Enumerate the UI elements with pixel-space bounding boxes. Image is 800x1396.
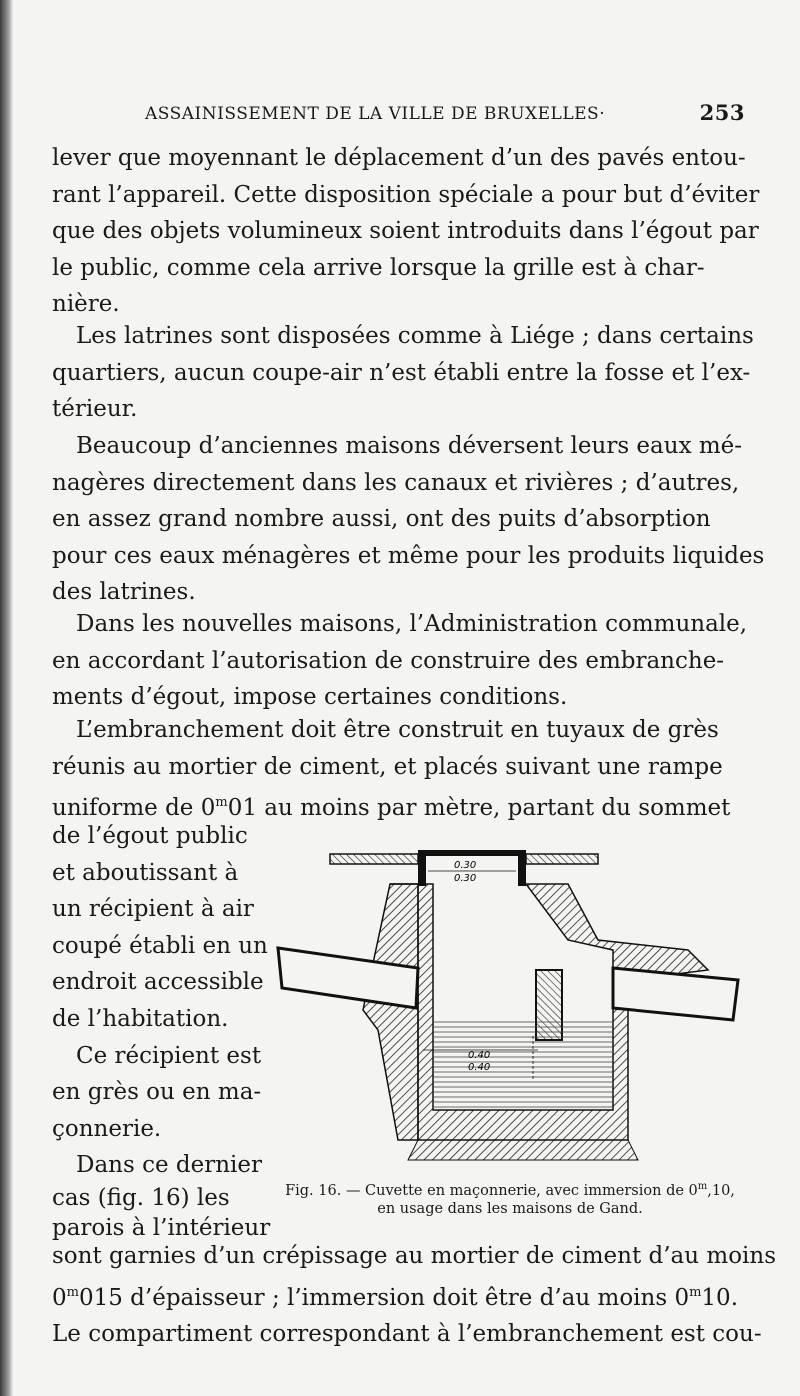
- text-fragment: 0: [52, 1284, 67, 1311]
- text-fragment: 01 au moins par mètre, partant du sommet: [227, 795, 731, 822]
- text-line: Le compartiment correspondant à l’embranchement est cou-: [52, 1321, 762, 1348]
- dimension-label: 0.40: [468, 1050, 491, 1061]
- superscript: m: [689, 1284, 702, 1300]
- text-line: nière.: [52, 291, 120, 318]
- dimension-label: 0.30: [454, 860, 477, 871]
- text-line: çonnerie.: [52, 1115, 162, 1142]
- text-line: de l’égout public: [52, 823, 248, 849]
- text-line: Beaucoup d’anciennes maisons déversent leurs eaux mé-: [76, 433, 743, 459]
- superscript: m: [66, 1284, 79, 1300]
- text-line: des latrines.: [52, 579, 196, 606]
- text-line: de l’habitation.: [52, 1005, 229, 1032]
- dimension-label: 0.30: [454, 873, 477, 884]
- caption-line: [265, 1178, 755, 1200]
- cesspit-diagram: [268, 840, 748, 1170]
- text-line: Dans ce dernier: [76, 1152, 262, 1179]
- text-line: endroit accessible: [52, 969, 264, 996]
- paragraph-6: [52, 1238, 777, 1353]
- paving-slab-left: [330, 854, 418, 864]
- figure-16: [268, 840, 748, 1170]
- text-line: coupé établi en un: [52, 932, 268, 959]
- paragraph-2: [52, 318, 754, 428]
- figure-caption: [265, 1178, 755, 1218]
- text-line: nagères directement dans les canaux et rivières ; d’autres,: [52, 469, 740, 496]
- text-line: et aboutissant à: [52, 859, 239, 886]
- text-line: un récipient à air: [52, 896, 254, 923]
- text-line: Dans les nouvelles maisons, l’Administration communale,: [76, 611, 748, 637]
- superscript: m: [215, 795, 228, 811]
- text-fragment: uniforme de 0: [52, 795, 216, 822]
- text-line: térieur.: [52, 396, 138, 423]
- paragraph-4: [52, 606, 748, 716]
- running-title: ASSAINISSEMENT DE LA VILLE DE BRUXELLES·: [145, 104, 606, 124]
- text-line: que des objets volumineux soient introduits dans l’égout par: [52, 218, 759, 245]
- water-level: [433, 1020, 613, 1110]
- text-line: en assez grand nombre aussi, ont des puits d’absorption: [52, 506, 711, 533]
- text-line: Ce récipient est: [76, 1042, 262, 1069]
- text-line: en grès ou en ma-: [52, 1079, 262, 1106]
- paragraph-5: [52, 712, 744, 827]
- text-line: ments d’égout, impose certaines conditions.: [52, 684, 568, 711]
- masonry-wall-left: [363, 884, 418, 1140]
- text-line: cas (fig. 16) les: [52, 1185, 230, 1211]
- page-number: 253: [699, 100, 745, 125]
- text-line: quartiers, aucun coupe-air n’est établi entre la fosse et l’ex-: [52, 359, 751, 386]
- superscript: m: [697, 1181, 708, 1192]
- text-line: lever que moyennant le déplacement d’un des pavés entou-: [52, 145, 746, 171]
- cover-frame-left: [418, 850, 426, 886]
- foundation: [408, 1140, 638, 1160]
- figure-number: Fig. 16.: [285, 1183, 342, 1199]
- cover-plate: [418, 850, 526, 856]
- paragraph-3: [52, 428, 765, 611]
- text-line: le public, comme cela arrive lorsque la grille est à char-: [52, 254, 705, 281]
- text-fragment: 10.: [701, 1284, 738, 1311]
- text-line: rant l’appareil. Cette disposition spéciale a pour but d’éviter: [52, 181, 760, 208]
- dimension-label: 0.40: [468, 1062, 491, 1073]
- paving-slab-right: [526, 854, 598, 864]
- caption-line: en usage dans les maisons de Gand.: [377, 1201, 643, 1217]
- text-line: parois à l’intérieur: [52, 1215, 271, 1241]
- text-line: en accordant l’autorisation de construire des embranche-: [52, 647, 725, 674]
- text-line: [52, 1275, 752, 1317]
- outlet-pipe: [613, 968, 738, 1020]
- cover-frame-right: [518, 850, 526, 886]
- caption-text: ,10,: [707, 1183, 735, 1199]
- text-line: pour ces eaux ménagères et même pour les produits liquides: [52, 542, 765, 569]
- page-edge: [0, 0, 14, 1396]
- wrapped-text-column: [52, 818, 268, 1184]
- text-line: réunis au mortier de ciment, et placés suivant une rampe: [52, 753, 723, 780]
- text-line: L’embranchement doit être construit en tuyaux de grès: [76, 717, 719, 743]
- paragraph-1: [52, 140, 760, 323]
- text-line: Les latrines sont disposées comme à Liége ; dans certains: [76, 323, 754, 349]
- text-line: sont garnies d’un crépissage au mortier de ciment d’au moins: [52, 1243, 777, 1269]
- caption-text: — Cuvette en maçonnerie, avec immersion de 0: [341, 1183, 698, 1199]
- text-fragment: 015 d’épaisseur ; l’immersion doit être d’au moins 0: [78, 1284, 690, 1311]
